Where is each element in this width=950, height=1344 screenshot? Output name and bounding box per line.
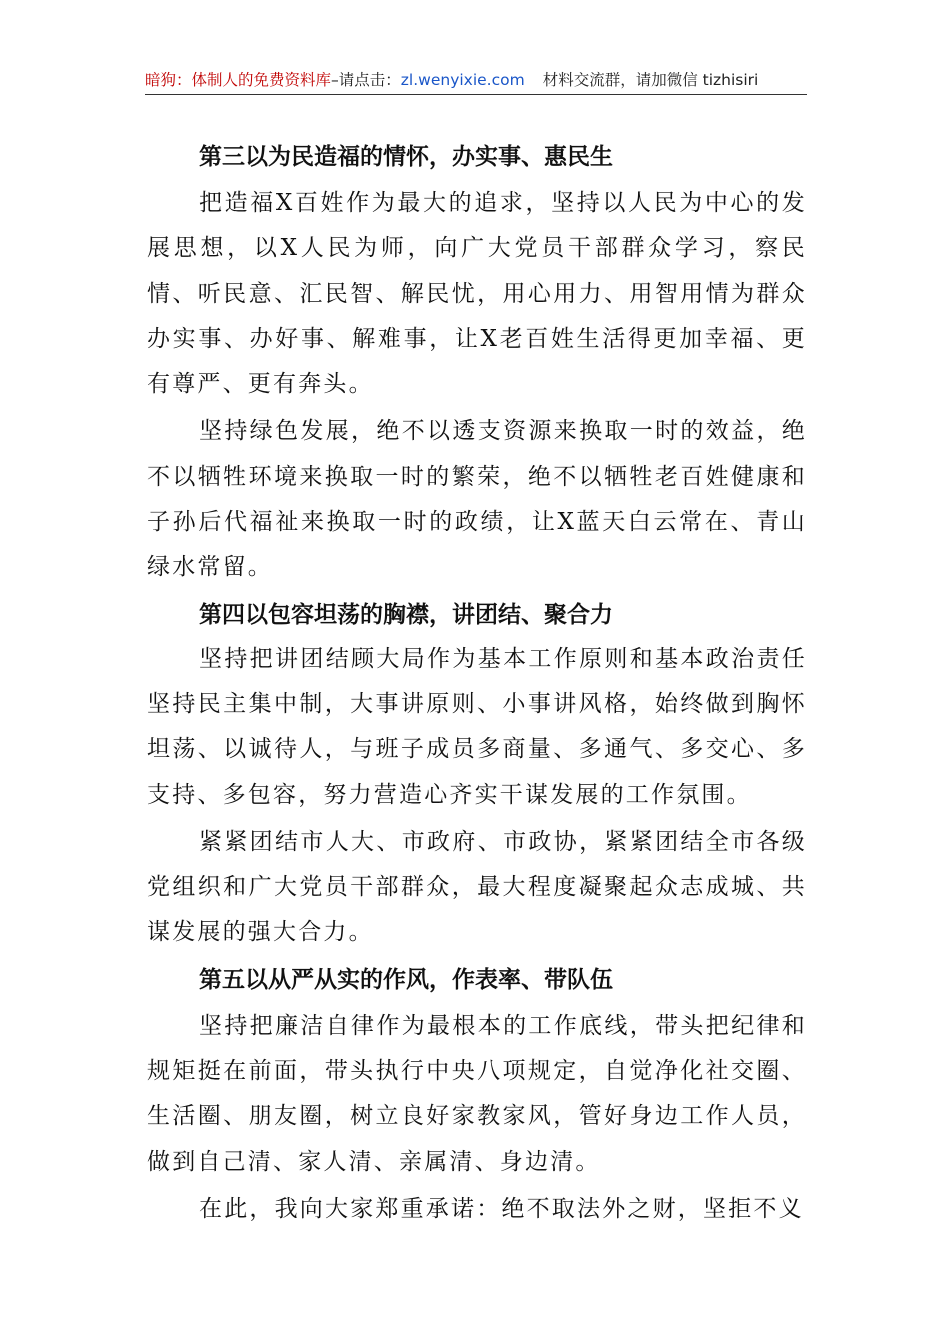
section-heading: 第四以包容坦荡的胸襟，讲团结、聚合力 bbox=[199, 601, 613, 628]
paragraph: 紧紧团结市人大、市政府、市政协，紧紧团结全市各级党组织和广大党员干部群众，最大程度凝聚起众志成城、共谋发展的强大合力。 bbox=[147, 828, 807, 946]
paragraph: 坚持把讲团结顾大局作为基本工作原则和基本政治责任坚持民主集中制，大事讲原则、小事讲风格，始终做到胸怀坦荡、以诚待人，与班子成员多商量、多通气、多交心、多支持、多包容，努力营造心齐实干谋发展的工作氛围。 bbox=[147, 645, 807, 808]
header-link[interactable]: zl.wenyixie.com bbox=[400, 71, 525, 89]
paragraph: 把造福X百姓作为最大的追求，坚持以人民为中心的发展思想，以X人民为师，向广大党员干部群众学习，察民情、听民意、汇民智、解民忧，用心用力、用智用情为群众办实事、办好事、解难事，让X老百姓生活得更加幸福、更有尊严、更有奔头。 bbox=[147, 190, 807, 398]
header-wechat: 材料交流群，请加微信 tizhisiri bbox=[542, 71, 759, 89]
paragraph: 坚持绿色发展，绝不以透支资源来换取一时的效益，绝不以牺牲环境来换取一时的繁荣，绝不以牺牲老百姓健康和子孙后代福祉来换取一时的政绩，让X蓝天白云常在、青山绿水常留。 bbox=[147, 418, 807, 581]
page-header bbox=[145, 66, 807, 95]
paragraph: 坚持把廉洁自律作为最根本的工作底线，带头把纪律和规矩挺在前面，带头执行中央八项规定，自觉净化社交圈、生活圈、朋友圈，树立良好家教家风，管好身边工作人员，做到自己清、家人清、亲属清、身边清。 bbox=[147, 1012, 807, 1175]
document-body bbox=[147, 135, 807, 1232]
section-heading: 第五以从严从实的作风，作表率、带队伍 bbox=[199, 966, 613, 993]
header-brand: 暗狗：体制人的免费资料库 bbox=[145, 71, 332, 89]
section-heading: 第三以为民造福的情怀，办实事、惠民生 bbox=[199, 144, 613, 170]
header-prompt: –请点击： bbox=[331, 71, 401, 89]
paragraph: 在此，我向大家郑重承诺：绝不取法外之财，坚拒不义 bbox=[199, 1195, 804, 1222]
